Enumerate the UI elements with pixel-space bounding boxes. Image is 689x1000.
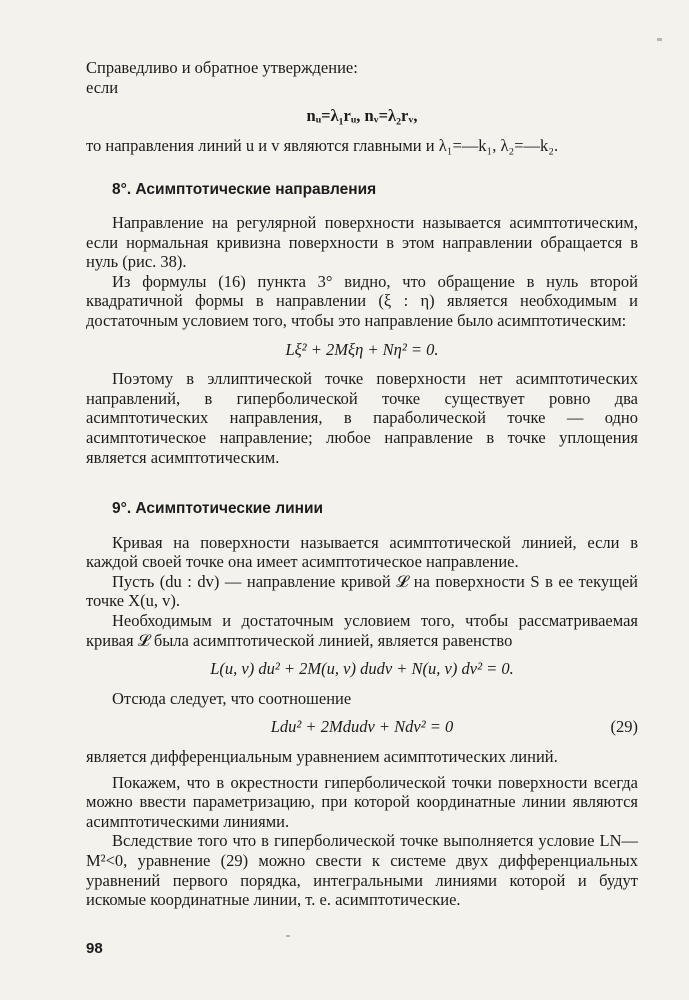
paragraph: Кривая на поверхности называется асимптотической линией, если в каждой своей точке она имеет асимптотическое направление.: [86, 532, 638, 572]
paragraph: Покажем, что в окрестности гиперболической точки поверхности всегда можно ввести параметризацию, при которой координатные линии являются асимптотическими линиями.: [86, 772, 638, 831]
paragraph: Справедливо и обратное утверждение:: [86, 58, 358, 77]
paragraph: Поэтому в эллиптической точке поверхности нет асимптотических направлений, в гиперболической точке существует ровно два асимптотических направления, в параболической точке — одно асимптотическое направление; любое направление в точке уплощения является асимптотическим.: [86, 369, 638, 467]
paragraph: то направления линий u и v являются главными и λ₁=—k₁, λ₂=—k₂.: [86, 135, 559, 155]
scan-mark: [657, 38, 662, 41]
equation: nᵤ=λ₁rᵤ, nᵥ=λ₂rᵥ,: [306, 106, 418, 126]
paragraph: является дифференциальным уравнением асимптотических линий.: [86, 747, 558, 767]
paragraph: Необходимым и достаточным условием того, чтобы рассматриваемая кривая 𝓛 была асимптотической линией, является равенство: [86, 611, 638, 650]
page-number: 98: [86, 940, 103, 957]
page-body: [86, 58, 638, 910]
section-heading: 8°. Асимптотические направления: [112, 181, 377, 199]
equation: Lξ² + 2Mξη + Nη² = 0.: [285, 339, 439, 359]
equation-number: (29): [610, 717, 638, 737]
equation: L(u, v) du² + 2M(u, v) dudv + N(u, v) dv² = 0.: [210, 659, 514, 679]
scan-mark: [286, 935, 290, 937]
paragraph: если: [86, 77, 119, 97]
paragraph: Пусть (du : dv) — направление кривой 𝓛 на поверхности S в ее текущей точке X(u, v).: [86, 571, 638, 611]
paragraph: Вследствие того что в гиперболической точке выполняется условие LN—M²<0, уравнение (29) можно свести к системе двух дифференциальных уравнений первого порядка, интегральными линиями которой и будут искомые координатные линии, т. е. асимптотические.: [86, 831, 638, 910]
paragraph: Из формулы (16) пункта 3° видно, что обращение в нуль второй квадратичной формы в направлении (ξ : η) является необходимым и достаточным условием того, чтобы это направление было асимптотическим:: [86, 271, 638, 330]
paragraph: Направление на регулярной поверхности называется асимптотическим, если нормальная кривизна поверхности в этом направлении обращается в нуль (рис. 38).: [86, 212, 638, 272]
section-heading: 9°. Асимптотические линии: [112, 500, 324, 518]
numbered-equation: [86, 717, 638, 737]
equation: Ldu² + 2Mdudv + Ndv² = 0: [270, 717, 454, 737]
paragraph: Отсюда следует, что соотношение: [112, 688, 352, 708]
